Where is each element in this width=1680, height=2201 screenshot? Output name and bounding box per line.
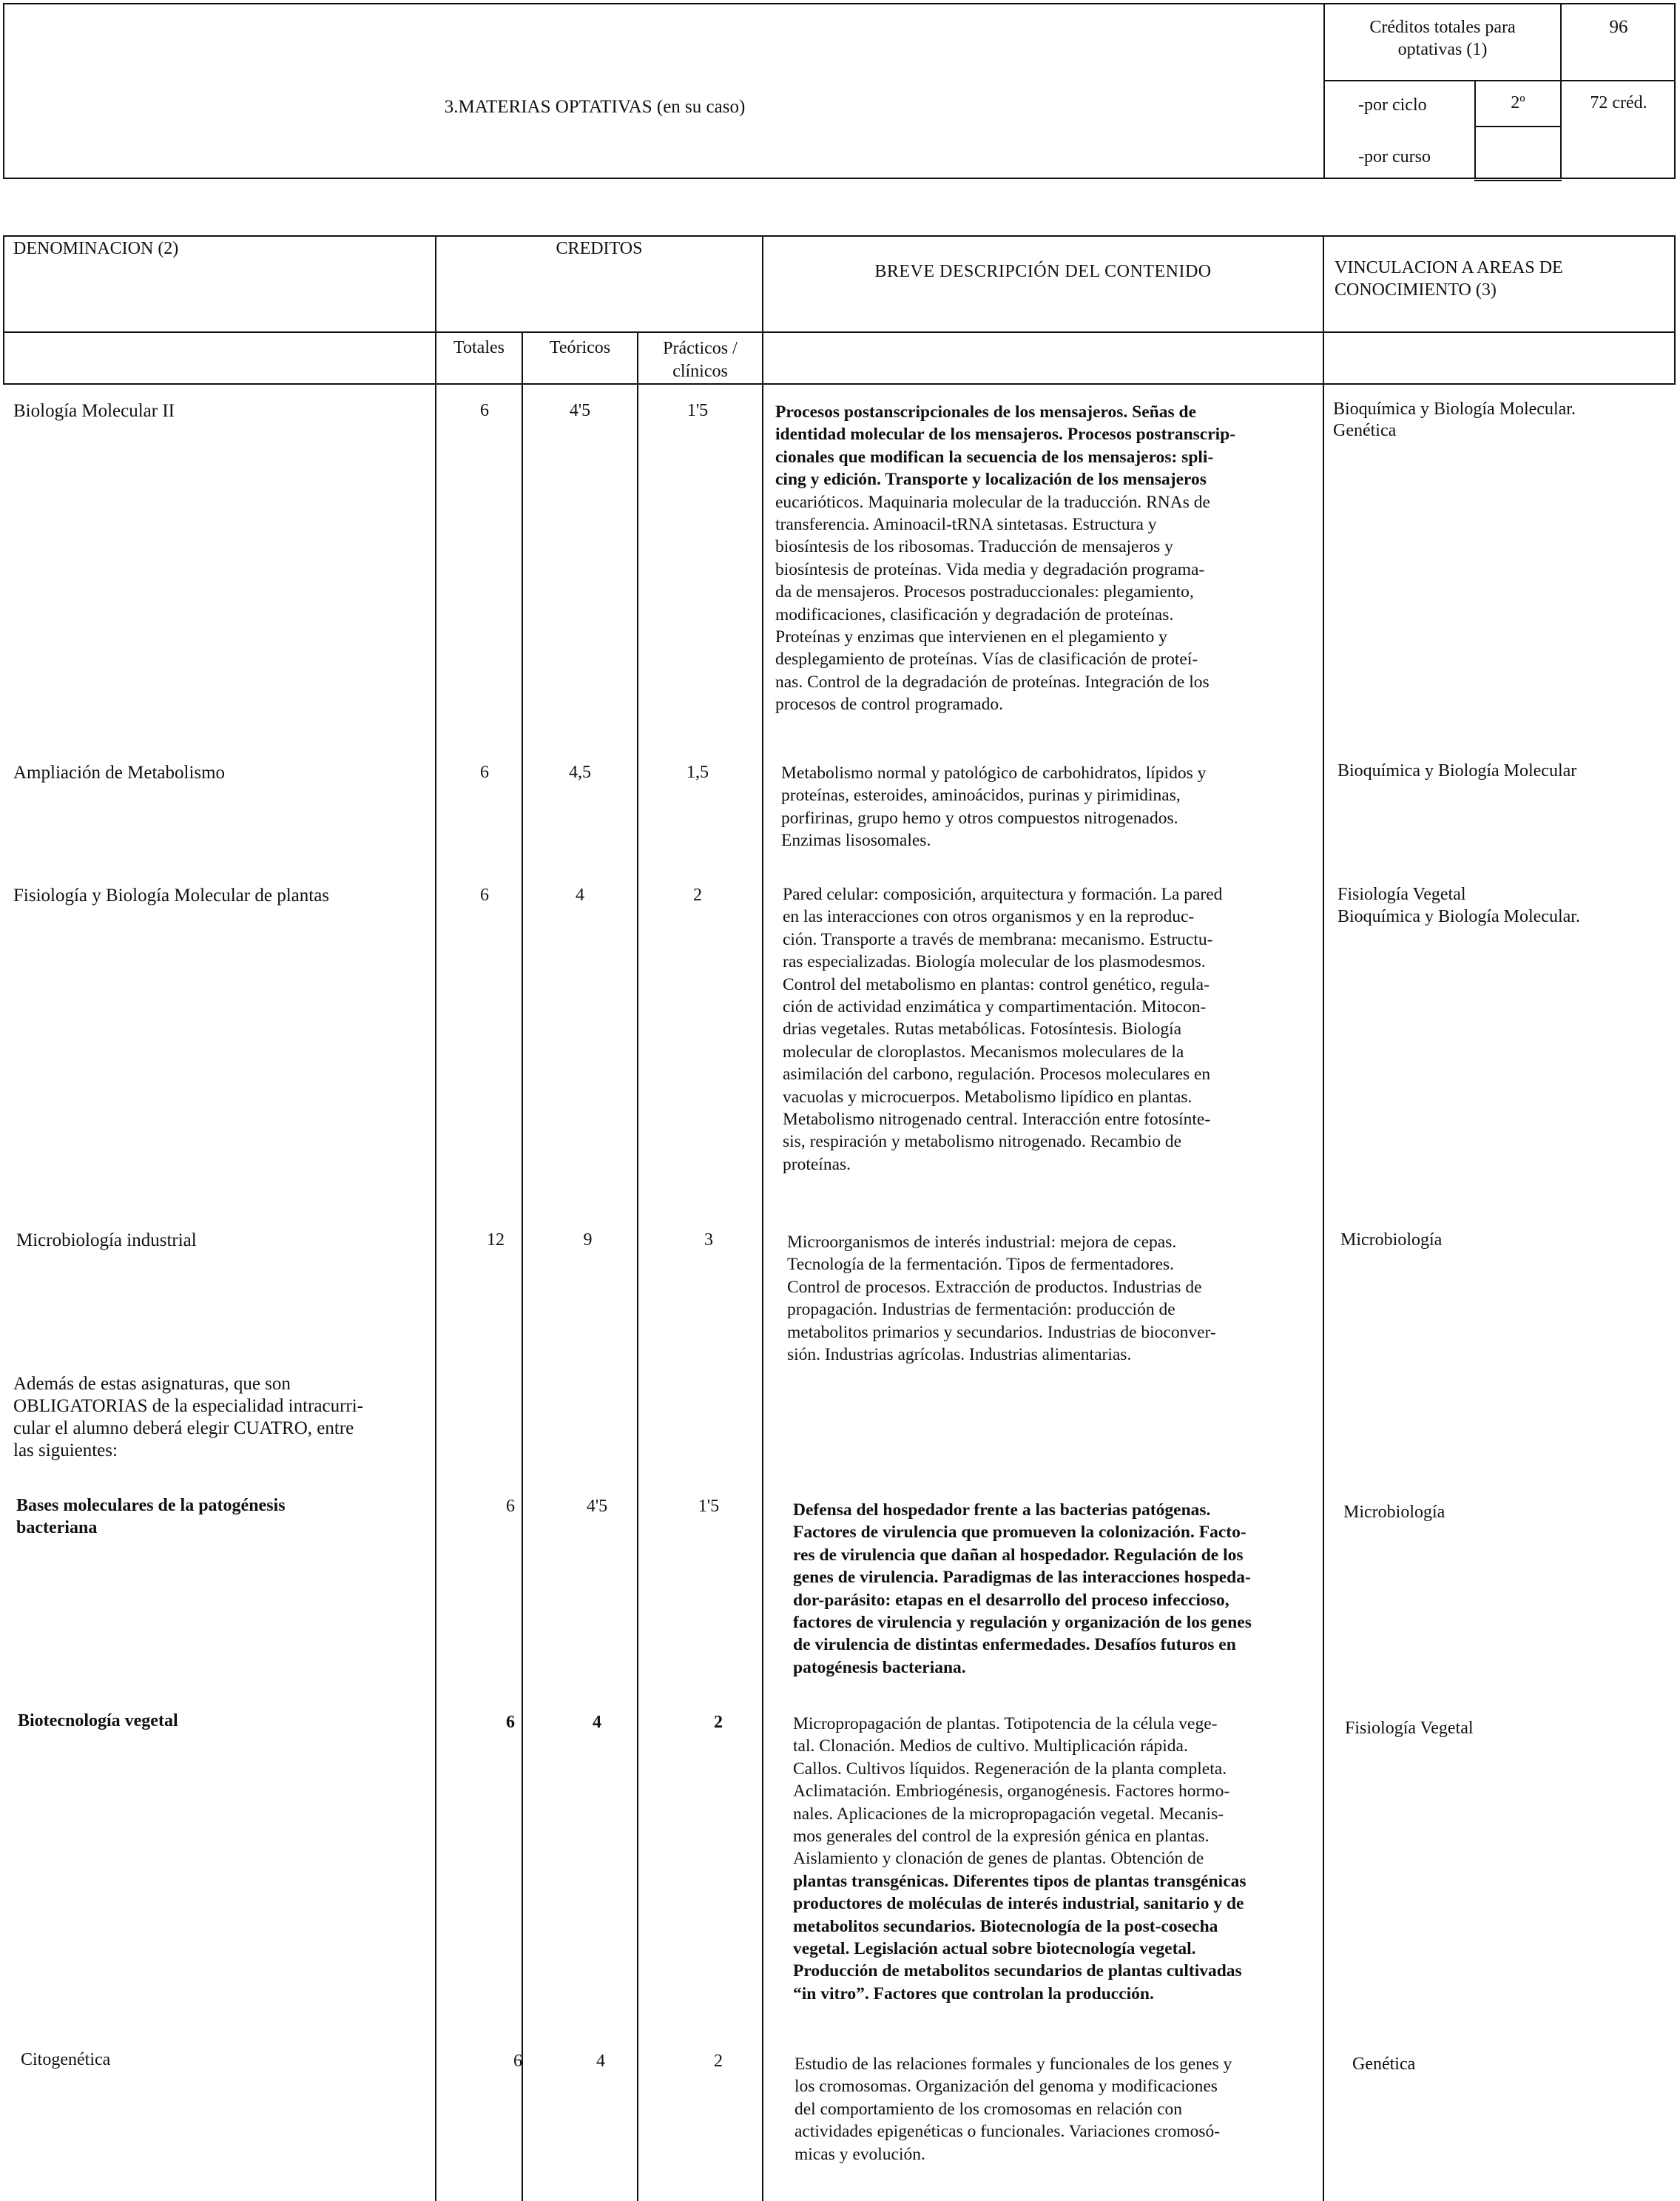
row-4-area: Microbiología xyxy=(1343,1503,1445,1522)
col-line-teoricos xyxy=(637,331,638,2201)
header-denominacion: DENOMINACION (2) xyxy=(13,239,179,258)
row-2-practicos: 2 xyxy=(693,886,702,905)
row-1-description xyxy=(781,762,1206,852)
row-4-name-line: Bases moleculares de la patogénesis xyxy=(16,1496,286,1515)
row-6-totales: 6 xyxy=(513,2052,522,2071)
row-3-area: Microbiología xyxy=(1340,1230,1443,1250)
header-hline-1 xyxy=(1323,80,1676,81)
header-practicos xyxy=(638,337,762,383)
row-4-desc-line: res de virulencia que dañan al hospedador. Regulación de los xyxy=(793,1545,1244,1565)
row-1-area: Bioquímica y Biología Molecular xyxy=(1337,761,1577,781)
row-5-desc-line: productores de moléculas de interés industrial, sanitario y de xyxy=(793,1894,1244,1914)
row-3-desc-line: Microorganismos de interés industrial: mejora de cepas. xyxy=(787,1233,1177,1252)
row-6-desc-line: Estudio de las relaciones formales y funcionales de los genes y xyxy=(795,2055,1232,2074)
row-3-totales: 12 xyxy=(487,1230,505,1250)
row-1-totales: 6 xyxy=(480,763,489,782)
row-5-desc-line: mos generales del control de la expresión génica en plantas. xyxy=(793,1827,1210,1847)
col-line-descripcion xyxy=(1323,235,1324,2201)
row-0-practicos: 1'5 xyxy=(686,401,709,420)
row-1-desc-line: proteínas, esteroides, aminoácidos, purinas y pirimidinas, xyxy=(781,786,1181,806)
row-0-desc-line: desplegamiento de proteínas. Vías de clasificación de proteí- xyxy=(775,650,1198,670)
table-right-border xyxy=(1674,235,1676,385)
row-5-desc-line: metabolitos secundarios. Biotecnología de la post-cosecha xyxy=(793,1916,1218,1936)
table-header-hline xyxy=(3,331,1676,333)
row-1-name: Ampliación de Metabolismo xyxy=(13,763,226,783)
row-6-desc-line: del comportamiento de los cromosomas en relación con xyxy=(795,2099,1183,2119)
row-4-desc-line: de virulencia de distintas enfermedades. Desafíos futuros en xyxy=(793,1635,1236,1655)
header-vinculacion xyxy=(1335,257,1563,301)
row-2-desc-line: Pared celular: composición, arquitectura y formación. La pared xyxy=(783,885,1223,904)
row-5-teoricos: 4 xyxy=(593,1713,601,1732)
row-3-desc-line: sión. Industrias agrícolas. Industrias alimentarias. xyxy=(787,1345,1132,1365)
creditos-totales-label xyxy=(1325,16,1560,61)
creditos-totales-label-line-2: optativas (1) xyxy=(1397,40,1488,59)
col-line-totales xyxy=(522,331,523,2201)
row-2-desc-line: en las interacciones con otros organismos y en la reproduc- xyxy=(783,907,1195,927)
row-5-area: Fisiología Vegetal xyxy=(1345,1719,1474,1738)
header-creditos: CREDITOS xyxy=(556,239,643,258)
row-3-desc-line: propagación. Industrias de fermentación: producción de xyxy=(787,1300,1175,1320)
row-5-totales: 6 xyxy=(506,1713,515,1732)
row-5-desc-line: Callos. Cultivos líquidos. Regeneración de la planta completa. xyxy=(793,1759,1227,1779)
row-4-totales: 6 xyxy=(506,1497,515,1516)
row-6-area: Genética xyxy=(1352,2055,1416,2074)
row-3-name: Microbiología industrial xyxy=(16,1230,197,1250)
row-1-desc-line: porfirinas, grupo hemo y otros compuestos nitrogenados. xyxy=(781,808,1178,828)
elective-note-line: OBLIGATORIAS de la especialidad intracurri- xyxy=(13,1396,364,1416)
row-2-areas xyxy=(1337,883,1580,928)
row-6-teoricos: 4 xyxy=(596,2052,605,2071)
row-0-desc-line: cionales que modifican la secuencia de los mensajeros: spli- xyxy=(775,447,1214,467)
row-2-desc-line: sis, respiración y metabolismo nitrogenado. Recambio de xyxy=(783,1132,1182,1152)
header-practicos-line-1: Prácticos / xyxy=(663,339,738,358)
header-practicos-line-2: clínicos xyxy=(672,362,728,381)
row-0-desc-line: transferencia. Aminoacil-tRNA sintetasas. Estructura y xyxy=(775,515,1157,535)
row-2-desc-line: asimilación del carbono, regulación. Procesos moleculares en xyxy=(783,1065,1211,1085)
row-4-areas xyxy=(1343,1502,1445,1523)
row-0-desc-line: biosíntesis de los ribosomas. Traducción de mensajeros y xyxy=(775,537,1173,557)
row-5-desc-line: Producción de metabolitos secundarios de plantas cultivadas xyxy=(793,1961,1242,1981)
row-0-desc-line: Proteínas y enzimas que intervienen en el plegamiento y xyxy=(775,627,1167,647)
row-0-areas xyxy=(1333,399,1576,442)
page-title: 3.MATERIAS OPTATIVAS (en su caso) xyxy=(444,97,746,117)
row-4-desc-line: factores de virulencia y regulación y organización de los genes xyxy=(793,1613,1252,1633)
row-2-desc-line: ción de actividad enzimática y compartimentación. Mitocon- xyxy=(783,997,1207,1017)
row-1-desc-line: Metabolismo normal y patológico de carbohidratos, lípidos y xyxy=(781,764,1207,783)
row-2-teoricos: 4 xyxy=(576,886,584,905)
row-3-description xyxy=(787,1231,1216,1366)
row-0-desc-line: eucarióticos. Maquinaria molecular de la traducción. RNAs de xyxy=(775,492,1210,512)
row-1-practicos: 1,5 xyxy=(686,763,709,782)
row-6-desc-line: micas y evolución. xyxy=(795,2144,925,2164)
row-2-desc-line: ción. Transporte a través de membrana: mecanismo. Estructu- xyxy=(783,929,1213,949)
row-3-teoricos: 9 xyxy=(583,1230,593,1250)
row-5-description xyxy=(793,1713,1246,2005)
creditos-totales-value: 96 xyxy=(1609,17,1628,37)
row-5-desc-line: tal. Clonación. Medios de cultivo. Multiplicación rápida. xyxy=(793,1736,1188,1756)
header-teoricos: Teóricos xyxy=(549,338,611,357)
header-vinculacion-line-2: CONOCIMIENTO (3) xyxy=(1335,280,1497,300)
row-2-description xyxy=(783,883,1222,1176)
row-2-totales: 6 xyxy=(480,886,489,905)
row-0-area: Bioquímica y Biología Molecular. xyxy=(1333,400,1576,419)
row-5-areas xyxy=(1345,1718,1474,1739)
row-5-practicos: 2 xyxy=(714,1713,723,1732)
row-0-name: Biología Molecular II xyxy=(13,401,175,421)
row-5-name: Biotecnología vegetal xyxy=(18,1711,178,1730)
row-3-desc-line: metabolitos primarios y secundarios. Industrias de bioconver- xyxy=(787,1322,1216,1342)
row-0-desc-line: identidad molecular de los mensajeros. Procesos postranscrip- xyxy=(775,425,1236,445)
row-3-desc-line: Tecnología de la fermentación. Tipos de fermentadores. xyxy=(787,1255,1175,1275)
row-0-desc-line: nas. Control de la degradación de proteínas. Integración de los xyxy=(775,672,1210,692)
row-0-desc-line: Procesos postanscripcionales de los mensajeros. Señas de xyxy=(775,402,1197,422)
row-4-name-line: bacteriana xyxy=(16,1518,98,1537)
elective-note xyxy=(13,1373,363,1462)
row-5-desc-line: nales. Aplicaciones de la micropropagación vegetal. Mecanis- xyxy=(793,1804,1224,1824)
row-4-desc-line: dor-parásito: etapas en el desarrollo del proceso infeccioso, xyxy=(793,1590,1229,1610)
row-0-totales: 6 xyxy=(480,401,489,420)
row-3-areas xyxy=(1340,1230,1442,1251)
header-totales: Totales xyxy=(453,338,505,357)
header-hline-2 xyxy=(1474,126,1562,127)
row-2-desc-line: molecular de cloroplastos. Mecanismos moleculares de la xyxy=(783,1042,1184,1062)
row-4-desc-line: patogénesis bacteriana. xyxy=(793,1657,966,1677)
row-5-desc-line: vegetal. Legislación actual sobre biotecnología vegetal. xyxy=(793,1939,1196,1959)
header-vinculacion-line-1: VINCULACION A AREAS DE xyxy=(1335,258,1563,277)
row-2-desc-line: proteínas. xyxy=(783,1154,851,1174)
header-hline-3 xyxy=(1474,180,1562,181)
row-3-practicos: 3 xyxy=(704,1230,713,1250)
row-0-desc-line: procesos de control programado. xyxy=(775,695,1004,715)
row-2-area: Fisiología Vegetal xyxy=(1337,885,1466,904)
row-6-description xyxy=(795,2053,1232,2165)
row-0-desc-line: biosíntesis de proteínas. Vida media y degradación programa- xyxy=(775,559,1205,579)
row-2-desc-line: Metabolismo nitrogenado central. Interacción entre fotosínte- xyxy=(783,1110,1211,1130)
row-4-desc-line: Factores de virulencia que promueven la colonización. Facto- xyxy=(793,1523,1246,1543)
row-0-desc-line: da de mensajeros. Procesos postraduccionales: plegamiento, xyxy=(775,582,1194,602)
creditos-totales-label-line-1: Créditos totales para xyxy=(1369,18,1516,37)
row-6-practicos: 2 xyxy=(714,2052,723,2071)
row-0-desc-line: cing y edición. Transporte y localización de los mensajeros xyxy=(775,470,1207,490)
row-5-desc-line: plantas transgénicas. Diferentes tipos de plantas transgénicas xyxy=(793,1871,1246,1891)
row-2-name: Fisiología y Biología Molecular de plantas xyxy=(13,886,330,906)
row-4-practicos: 1'5 xyxy=(698,1497,720,1516)
row-5-desc-line: Micropropagación de plantas. Totipotencia de la célula vege- xyxy=(793,1714,1218,1733)
row-2-desc-line: drias vegetales. Rutas metabólicas. Fotosíntesis. Biología xyxy=(783,1019,1182,1039)
col-line-creditos xyxy=(762,235,763,2201)
row-5-desc-line: Aclimatación. Embriogénesis, organogénesis. Factores hormo- xyxy=(793,1782,1230,1801)
row-0-description xyxy=(775,401,1235,716)
row-0-area: Genética xyxy=(1333,421,1397,440)
por-ciclo-value: 72 créd. xyxy=(1590,93,1647,112)
header-descripcion: BREVE DESCRIPCIÓN DEL CONTENIDO xyxy=(874,262,1212,281)
por-ciclo-label: -por ciclo xyxy=(1358,95,1427,115)
elective-note-line: cular el alumno deberá elegir CUATRO, entre xyxy=(13,1418,354,1438)
row-4-teoricos: 4'5 xyxy=(586,1497,608,1516)
row-1-teoricos: 4,5 xyxy=(569,763,591,782)
row-1-areas xyxy=(1337,761,1576,782)
row-6-name: Citogenética xyxy=(21,2050,111,2069)
table-left-border xyxy=(3,235,4,385)
row-0-desc-line: modificaciones, clasificación y degradación de proteínas. xyxy=(775,604,1174,624)
row-0-teoricos: 4'5 xyxy=(569,401,591,420)
row-1-desc-line: Enzimas lisosomales. xyxy=(781,831,931,851)
por-ciclo-ciclo: 2º xyxy=(1511,93,1525,112)
row-5-desc-line: Aislamiento y clonación de genes de plantas. Obtención de xyxy=(793,1849,1204,1869)
por-curso-label: -por curso xyxy=(1358,147,1431,166)
row-6-desc-line: actividades epigenéticas o funcionales. Variaciones cromosó- xyxy=(795,2122,1221,2142)
row-2-area: Bioquímica y Biología Molecular. xyxy=(1337,907,1580,926)
row-4-name xyxy=(16,1494,286,1539)
row-2-desc-line: ras especializadas. Biología molecular de los plasmodesmos. xyxy=(783,952,1206,972)
col-line-denominacion xyxy=(435,235,436,2201)
row-2-desc-line: vacuolas y microcuerpos. Metabolismo lipídico en plantas. xyxy=(783,1087,1192,1107)
row-3-desc-line: Control de procesos. Extracción de productos. Industrias de xyxy=(787,1277,1202,1297)
table-subheader-hline xyxy=(3,383,1676,385)
row-4-desc-line: Defensa del hospedador frente a las bacterias patógenas. xyxy=(793,1500,1211,1520)
row-6-desc-line: los cromosomas. Organización del genoma y modificaciones xyxy=(795,2077,1218,2097)
row-4-description xyxy=(793,1499,1252,1679)
row-5-desc-line: “in vitro”. Factores que controlan la producción. xyxy=(793,1983,1154,2003)
row-4-desc-line: genes de virulencia. Paradigmas de las interacciones hospeda- xyxy=(793,1568,1251,1588)
elective-note-line: Además de estas asignaturas, que son xyxy=(13,1374,291,1394)
table-top-border xyxy=(3,235,1676,237)
elective-note-line: las siguientes: xyxy=(13,1440,118,1460)
row-2-desc-line: Control del metabolismo en plantas: control genético, regula- xyxy=(783,974,1210,994)
row-6-areas xyxy=(1352,2054,1415,2075)
